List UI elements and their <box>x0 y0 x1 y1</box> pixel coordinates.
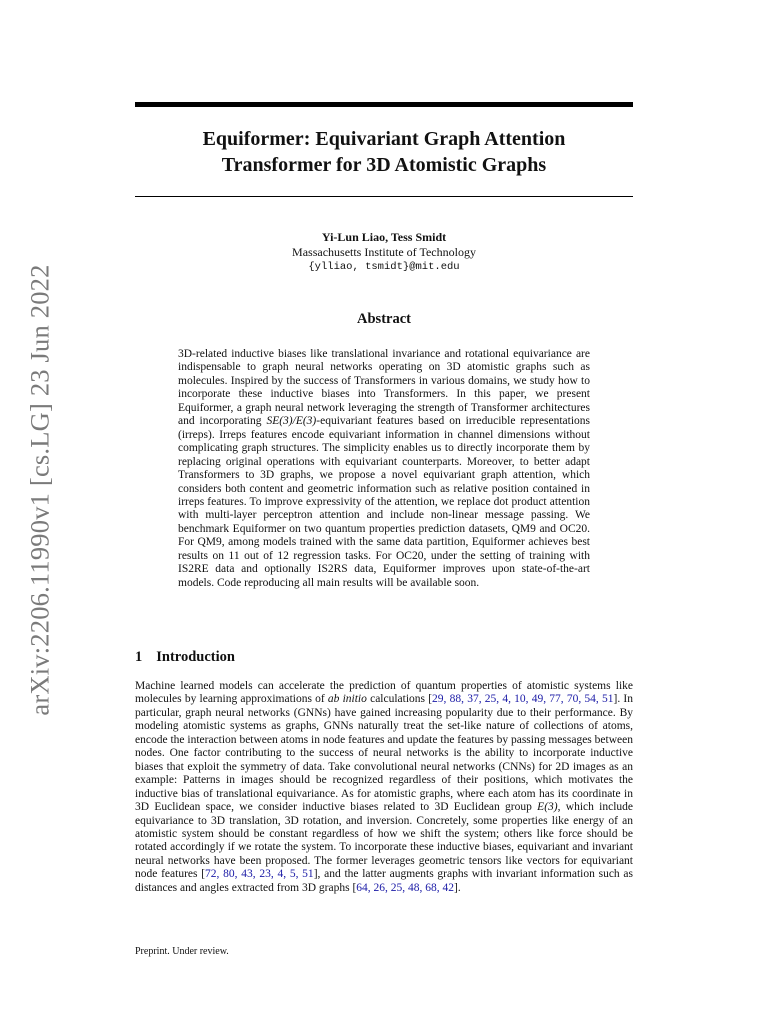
preprint-footer-note: Preprint. Under review. <box>135 946 229 957</box>
citation-link-group-2[interactable]: 72, 80, 43, 23, 4, 5, 51 <box>205 868 314 881</box>
title-bottom-rule <box>135 196 633 197</box>
section-title: Introduction <box>156 649 235 665</box>
intro-text-2: calculations [ <box>366 693 433 706</box>
title-line-2: Transformer for 3D Atomistic Graphs <box>221 154 547 176</box>
intro-ab-initio: ab initio <box>327 693 367 706</box>
citation-link-group-3[interactable]: 64, 26, 25, 48, 68, 42 <box>356 881 455 894</box>
section-number: 1 <box>135 649 143 665</box>
intro-text-1: Machine learned models can accelerate the prediction of quantum properties of atomistic systems like molecules by learning approximations of <box>135 680 633 706</box>
abstract-text-part-2: -equivariant features based on irreducible representations (irreps). Irreps features encode equivariant information in channel dimensions without complicating graph structures. The simplicity enables us to directly incorporate them by replacing original operations with equivariant counterparts. Moreover, to better adapt Transformers to 3D graphs, we propose a novel equivariant graph attention, which considers both content and geometric information such as relative position contained in irreps features. To improve expressivity of the attention, we replace dot product attention with multi-layer perceptron attention and include non-linear message passing. We benchmark Equiformer on two quantum properties prediction datasets, QM9 and OC20. For QM9, among models trained with the same data partition, Equiformer achieves best results on 11 out of 12 regression tasks. For OC20, under the setting of training with IS2RE data and optionally IS2RS data, Equiformer improves upon state-of-the-art models. Code reproducing all main results will be available soon. <box>178 415 590 589</box>
title-line-1: Equiformer: Equivariant Graph Attention <box>202 128 566 150</box>
abstract-text <box>178 348 590 590</box>
intro-text-6: ]. <box>454 881 461 894</box>
abstract-text-part-1: 3D-related inductive biases like translational invariance and rotational equivariance are indispensable to graph neural networks operating on 3D atomistic graphs such as molecules. Inspired by the success of Transformers in various domains, we study how to incorporate these inductive biases into Transformers. In this paper, we present Equiformer, a graph neural network leveraging the strength of Transformer architectures and incorporating <box>178 348 590 428</box>
author-affiliation: Massachusetts Institute of Technology <box>292 245 476 259</box>
intro-text-3: ]. In particular, graph neural networks (GNNs) have gained increasing popularity due to their performance. By modeling atomistic systems as graphs, GNNs naturally treat the set-like nature of collections of atoms, encode the interaction between atoms in node features and update the features by passing messages between nodes. One factor contributing to the success of neural networks is the ability to incorporate inductive biases that exploit the symmetry of data. Take convolutional neural networks (CNNs) for 2D images as an example: Patterns in images should be recognized regardless of their positions, which motivates the inductive bias of translational equivariance. As for atomistic graphs, where each atom has its coordinate in 3D Euclidean space, we consider inductive biases related to 3D Euclidean group <box>135 693 633 814</box>
author-block <box>135 230 633 275</box>
intro-math-e3: E(3) <box>537 801 558 814</box>
title-top-rule <box>135 102 633 107</box>
introduction-paragraph <box>135 680 633 895</box>
abstract-heading: Abstract <box>357 311 411 327</box>
citation-link-group-1[interactable]: 29, 88, 37, 25, 4, 10, 49, 77, 70, 54, 51 <box>432 693 614 706</box>
abstract-math-se3: SE(3)/E(3) <box>266 415 317 428</box>
intro-text-4: , which include equivariance to 3D translation, 3D rotation, and inversion. Concretely, some properties like energy of an atomistic system should be constant regardless of how we shift the system; others like force should be rotated accordingly if we rotate the system. To incorporate these inductive biases, equivariant and invariant neural networks have been proposed. The former leverages geometric tensors like vectors for equivariant node features [ <box>135 801 633 881</box>
author-email[interactable]: {ylliao, tsmidt}@mit.edu <box>308 261 460 273</box>
author-names: Yi-Lun Liao, Tess Smidt <box>321 230 447 244</box>
paper-title <box>135 126 633 178</box>
section-heading-introduction <box>135 649 235 666</box>
arxiv-identifier-stamp: arXiv:2206.11990v1 [cs.LG] 23 Jun 2022 <box>24 264 55 716</box>
intro-text-5: ], and the latter augments graphs with invariant information such as distances and angles extracted from 3D graphs [ <box>135 868 633 894</box>
